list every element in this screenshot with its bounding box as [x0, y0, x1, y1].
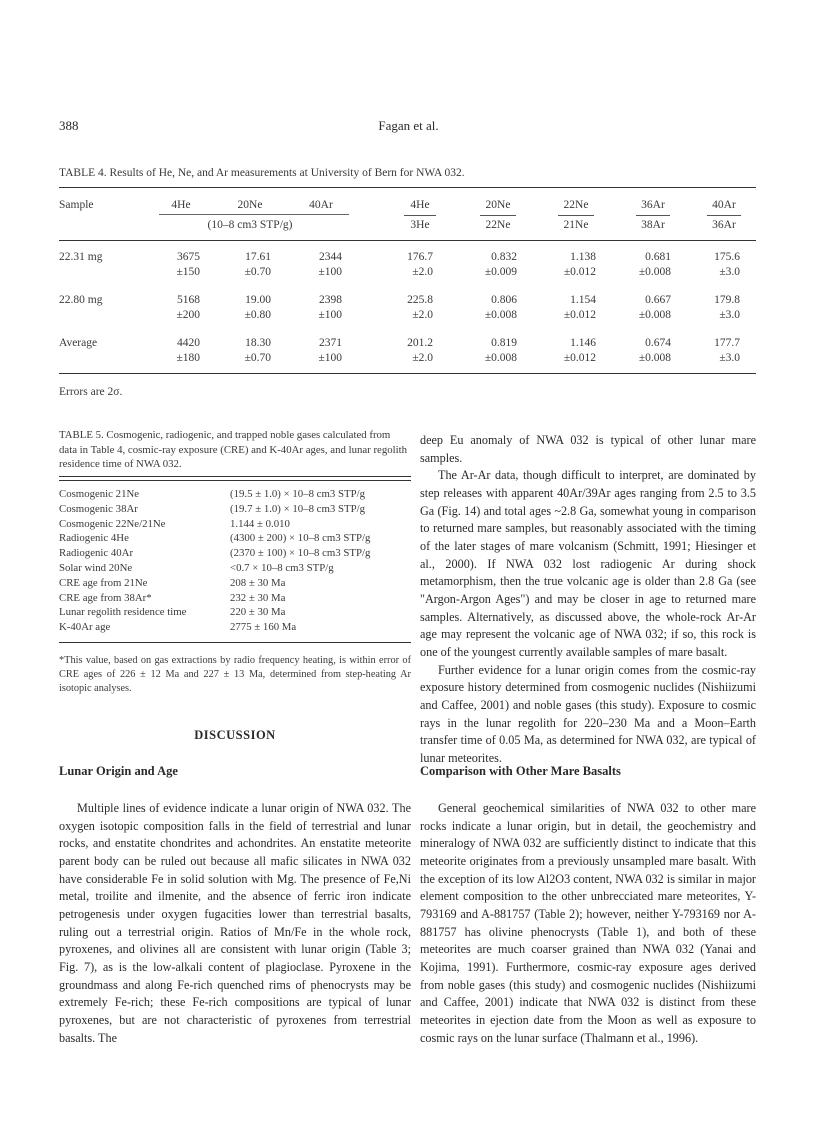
table4-header-he4: 4He [171, 199, 191, 211]
table4-header-r3-num: 22Ne [563, 199, 589, 211]
table4-error: ±0.012 [563, 309, 596, 321]
table4-units-rule [159, 214, 349, 215]
table4-error: ±0.012 [563, 266, 596, 278]
table4-value: 201.2 [407, 337, 433, 349]
comparison-text [420, 800, 756, 1047]
table4-value: 5168 [177, 294, 200, 306]
table4-value: 3675 [177, 251, 200, 263]
table5-label: K-40Ar age [59, 621, 111, 634]
table4-header-r2-num: 20Ne [485, 199, 511, 211]
table4-error: ±2.0 [412, 352, 433, 364]
table4-header-sample: Sample [59, 199, 94, 211]
table5-row [59, 518, 411, 532]
table4-bottom-rule [59, 373, 756, 374]
table4-error: ±0.009 [484, 266, 517, 278]
table5-value: (19.7 ± 1.0) × 10–8 cm3 STP/g [230, 502, 365, 515]
table4-error: ±0.70 [244, 352, 271, 364]
table5-row [59, 577, 411, 591]
table4-header-r5-den: 36Ar [712, 219, 736, 231]
table4-error: ±3.0 [719, 309, 740, 321]
table4-value: 1.138 [570, 251, 596, 263]
table4-sample-label: 22.31 mg [59, 251, 103, 263]
table5-body [59, 488, 411, 638]
table4-value: 179.8 [714, 294, 740, 306]
table4-value: 175.6 [714, 251, 740, 263]
table4-header-r4-num: 36Ar [641, 199, 665, 211]
table4-error: ±0.008 [484, 309, 517, 321]
table4-error: ±3.0 [719, 352, 740, 364]
table4-ratio-bar [404, 215, 436, 216]
table5-value: <0.7 × 10–8 cm3 STP/g [230, 562, 334, 574]
table5-row [59, 562, 411, 576]
table4-value: 2398 [319, 294, 342, 306]
table4-value: 4420 [177, 337, 200, 349]
table5-top-rule [59, 476, 411, 477]
table4-error: ±0.012 [563, 352, 596, 364]
table4-ratio-bar [558, 215, 594, 216]
table5-label: Solar wind 20Ne [59, 562, 133, 574]
table4-header-rule [59, 240, 756, 241]
table5-note: *This value, based on gas extractions by radio frequency heating, is within error of CRE ages of 226 ± 12 Ma and 227 ± 13 Ma, determined from step-heating Ar isotopic analyses. [59, 655, 411, 694]
table4-caption: TABLE 4. Results of He, Ne, and Ar measurements at University of Bern for NWA 032. [59, 167, 465, 179]
section-heading-discussion: DISCUSSION [194, 728, 276, 742]
table4-value: 17.61 [245, 251, 271, 263]
table5-label: Radiogenic 40Ar [59, 547, 134, 560]
running-head: Fagan et al. [378, 118, 439, 133]
table4-error: ±0.008 [638, 266, 671, 278]
table4-error: ±150 [176, 266, 200, 278]
table4-value: 225.8 [407, 294, 433, 306]
table4-header-ar40: 40Ar [309, 199, 333, 211]
table4-value: 18.30 [245, 337, 271, 349]
table5-row [59, 488, 411, 502]
table5-row [59, 606, 411, 620]
table5-label: Lunar regolith residence time [59, 606, 187, 619]
table4-ratio-bar [636, 215, 670, 216]
right-column-text [420, 432, 756, 767]
table5-value: 220 ± 30 Ma [230, 606, 286, 619]
paragraph: deep Eu anomaly of NWA 032 is typical of other lunar mare samples. [420, 433, 756, 465]
table5-row [59, 547, 411, 561]
table4-value: 19.00 [245, 294, 271, 306]
paragraph: The Ar-Ar data, though difficult to interpret, are dominated by step releases with apparent 40Ar/39Ar ages ranging from 2.5 to 3.5 Ga (Fig. 14) and total ages ~2.8 Ga, somewhat young in comparison to returned mare samples, but reasonably associated with the timing of the later stages of mare volcanism (Schmitt, 1991; Hiesinger et al., 2000). If NWA 032 lost radiogenic Ar during shock metamorphism, then the true volcanic age is older than 2.8 Ga (see "Argon-Argon Ages") and may be closer in age to returned mare samples. Alternatively, as discussed above, the whole-rock Ar-Ar age may represent the volcanic age of NWA 032; if so, this rock is one of the youngest currently available samples of mare basalt. [420, 468, 756, 659]
table4-footnote: Errors are 2σ. [59, 386, 123, 398]
table5-label: Cosmogenic 38Ar [59, 502, 138, 515]
table4-value: 176.7 [407, 251, 433, 263]
table4-error: ±100 [318, 266, 342, 278]
table5-label: CRE age from 38Ar* [59, 591, 152, 604]
table4-value: 0.667 [645, 294, 671, 306]
table4-error: ±0.008 [484, 352, 517, 364]
table4-error: ±0.80 [244, 309, 271, 321]
table4-error: ±180 [176, 352, 200, 364]
table4-header-r2-den: 22Ne [485, 219, 511, 231]
table5-label: CRE age from 21Ne [59, 576, 148, 589]
table5-row [59, 621, 411, 635]
table4-value: 2371 [319, 337, 342, 349]
table5-label: Radiogenic 4He [59, 532, 129, 545]
table5-top-rule-2 [59, 480, 411, 481]
table4-value: 177.7 [714, 337, 740, 349]
table4-header-r1-den: 3He [410, 219, 430, 231]
table4-sample-label: Average [59, 337, 98, 349]
table4-ratio-bar [480, 215, 516, 216]
table4-value: 0.681 [645, 251, 671, 263]
table5-value: 1.144 ± 0.010 [230, 517, 290, 530]
table4-error: ±0.70 [244, 266, 271, 278]
table5-value: (4300 ± 200) × 10–8 cm3 STP/g [230, 532, 371, 545]
table5-row [59, 592, 411, 606]
table4-header-r3-den: 21Ne [563, 219, 589, 231]
table4-value: 0.819 [491, 337, 517, 349]
table4-error: ±2.0 [412, 309, 433, 321]
table4-header-ne20: 20Ne [237, 199, 263, 211]
table5-row [59, 503, 411, 517]
table4-header-r4-den: 38Ar [641, 219, 665, 231]
table4-header-units: (10–8 cm3 STP/g) [207, 219, 293, 231]
subsection-heading-comparison: Comparison with Other Mare Basalts [420, 764, 621, 778]
table4-value: 2344 [319, 251, 342, 263]
table4-value: 0.674 [645, 337, 671, 349]
table5-bottom-rule [59, 642, 411, 643]
table5-caption: TABLE 5. Cosmogenic, radiogenic, and trapped noble gases calculated from data in Table 4, cosmic-ray exposure (CRE) and K-40Ar ages, and lunar regolith residence time of NWA 032. [59, 429, 408, 470]
table5-value: 2775 ± 160 Ma [230, 621, 297, 634]
subsection-heading-lunar-origin: Lunar Origin and Age [59, 764, 178, 778]
paragraph: Further evidence for a lunar origin comes from the cosmic-ray exposure history determined from cosmogenic nuclides (Nishiizumi and Caffee, 2001) and noble gases (this study). Exposure to cosmic rays in the lunar regolith for 220–230 Ma and a Moon–Earth transfer time of 0.05 Ma, as determined for NWA 032, are typical of lunar meteorites. [420, 662, 756, 765]
table4-error: ±0.008 [638, 309, 671, 321]
lunar-origin-text [59, 800, 411, 1047]
table4-error: ±0.008 [638, 352, 671, 364]
table4-value: 0.806 [491, 294, 517, 306]
table4-header-r5-num: 40Ar [712, 199, 736, 211]
table5-label: Cosmogenic 22Ne/21Ne [59, 517, 166, 530]
table5-row [59, 532, 411, 546]
table5-value: 232 ± 30 Ma [230, 591, 286, 604]
table4-error: ±3.0 [719, 266, 740, 278]
paragraph: Multiple lines of evidence indicate a lunar origin of NWA 032. The oxygen isotopic composition falls in the field of terrestrial and lunar rocks, and enstatite chondrites and achondrites. An enstatite meteorite parent body can be ruled out because all mafic silicates in NWA 032 have considerable Fe in solid solution with Mg. The presence of Fe,Ni metal, troilite and ilmenite, and the absence of ferric iron indicate petrogenesis under oxygen fugacities lower than terrestrial basalts, ruling out a terrestrial origin. Ratios of Mn/Fe in the whole rock, pyroxenes, and olivines all are consistent with lunar origin (Table 3; Fig. 7), as is the low-alkali content of plagioclase. Pyroxene in the groundmass and along Fe-rich quenched rims of phenocrysts may be extremely Fe-rich; these Fe-rich compositions are typical of lunar pyroxenes, but are not characteristic of pyroxenes from terrestrial basalts. The [59, 801, 411, 1045]
table4-value: 1.146 [570, 337, 596, 349]
table4-value: 1.154 [570, 294, 596, 306]
table4-ratio-bar [707, 215, 741, 216]
table5-value: 208 ± 30 Ma [230, 576, 286, 589]
table4-value: 0.832 [491, 251, 517, 263]
table4-error: ±100 [318, 352, 342, 364]
paragraph: General geochemical similarities of NWA 032 to other mare rocks indicate a lunar origin, but in detail, the geochemistry and mineralogy of NWA 032 are sufficiently distinct to indicate that this meteorite originates from a previously unsampled mare basalt. With the exception of its low Al2O3 content, NWA 032 is similar in major element composition to the other unbrecciated mare meteorites, Y-793169 and A-881757 (Table 2); however, neither Y-793169 nor A-881757 has olivine phenocrysts (Table 1), and both of these meteorites are much coarser grained than NWA 032 (Yanai and Kojima, 1991). Furthermore, cosmic-ray exposure ages derived from noble gases (this study) and cosmogenic nuclides (Nishiizumi and Caffee, 2001) indicate that NWA 032 is distinct from these meteorites in ejection date from the Moon as well as exposure to cosmic rays on the lunar surface (Thalmann et al., 1996). [420, 801, 756, 1045]
table4-error: ±100 [318, 309, 342, 321]
table4-error: ±200 [176, 309, 200, 321]
table4-error: ±2.0 [412, 266, 433, 278]
table5-value: (2370 ± 100) × 10–8 cm3 STP/g [230, 547, 371, 560]
page-number: 388 [59, 118, 79, 133]
table4-sample-label: 22.80 mg [59, 294, 103, 306]
table4 [59, 0, 756, 400]
table5-label: Cosmogenic 21Ne [59, 488, 140, 500]
table4-header-r1-num: 4He [410, 199, 430, 211]
table5-value: (19.5 ± 1.0) × 10–8 cm3 STP/g [230, 488, 365, 500]
